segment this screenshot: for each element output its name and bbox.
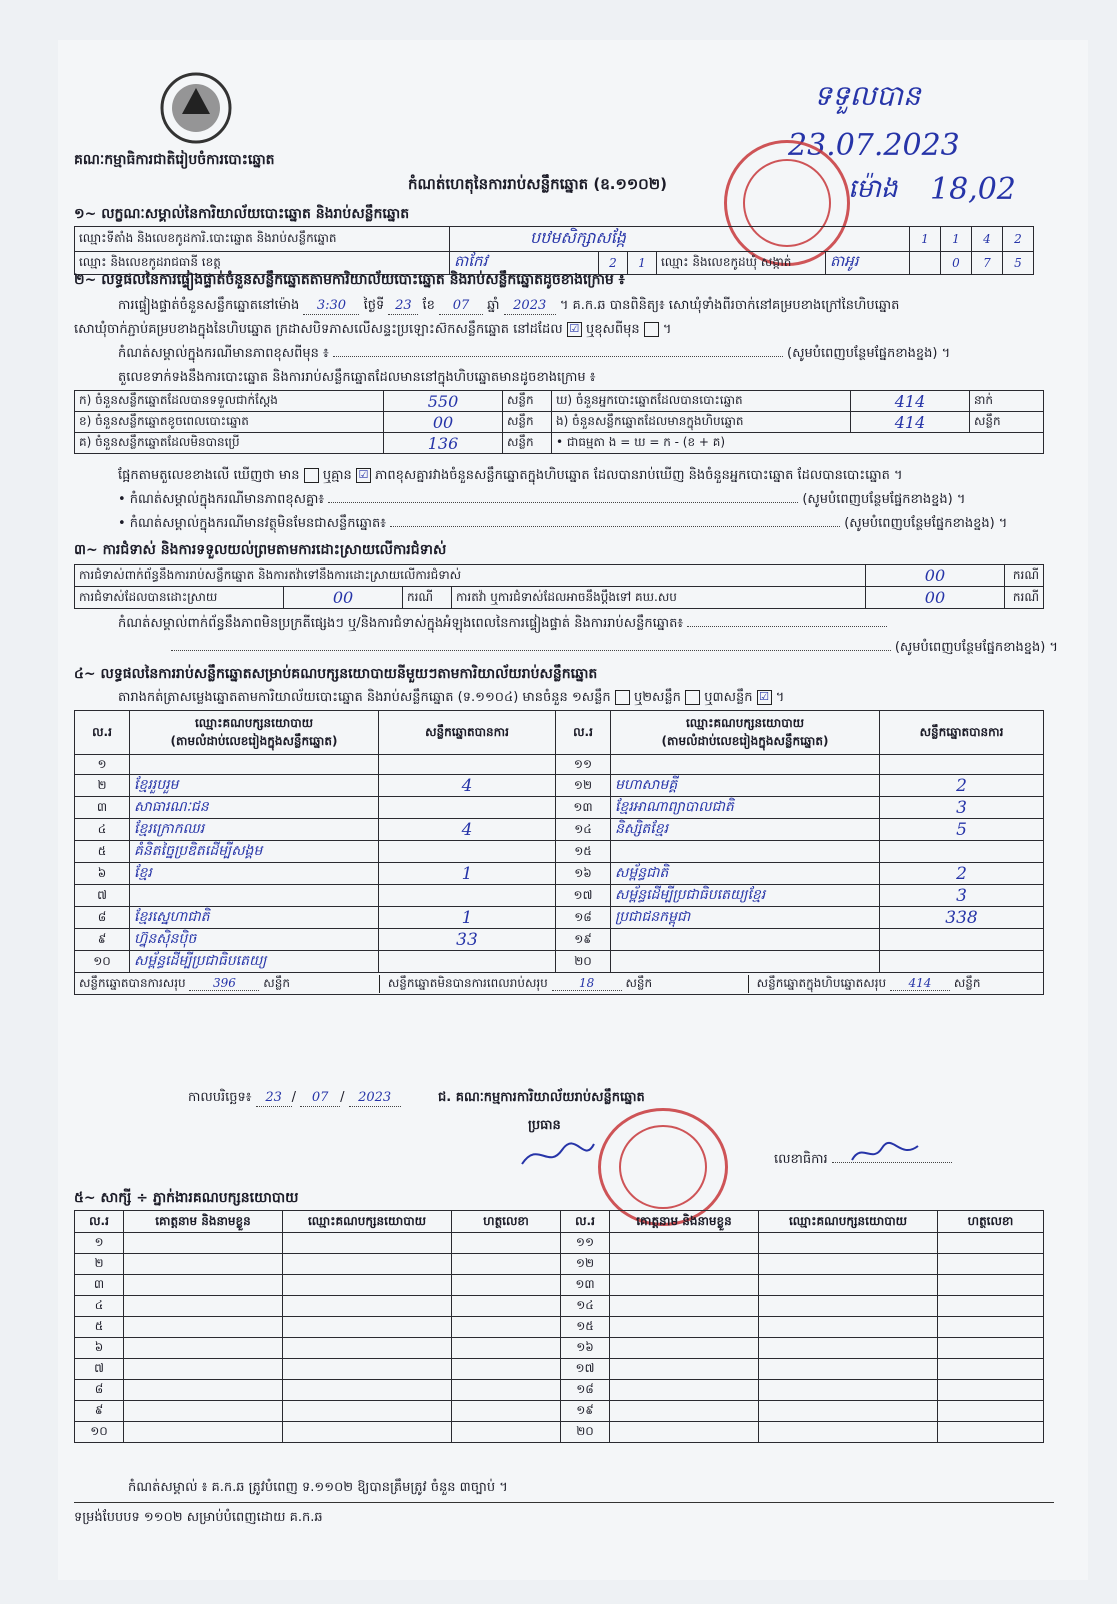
witness-name-cell[interactable] (124, 1317, 283, 1338)
witness-number: ១៣ (561, 1275, 610, 1296)
witness-signature-cell[interactable] (938, 1275, 1044, 1296)
note-different: កំណត់សម្គាល់ក្នុងករណីមានភាពខុសពីមុន ៖ (សូមបំពេញបន្ថែមផ្នែកខាងខ្នង) ។ (118, 346, 951, 361)
commune-label: ឈ្មោះ និងលេខកូដឃុំ សង្កាត់ (657, 252, 826, 275)
witness-name-cell[interactable] (610, 1338, 759, 1359)
party-number: ១២ (556, 775, 611, 797)
witness-number: ១៧ (561, 1359, 610, 1380)
witness-number: ៦ (75, 1338, 124, 1359)
party-votes (379, 885, 556, 907)
witness-party-cell[interactable] (759, 1296, 938, 1317)
table-row (75, 1380, 1044, 1401)
witness-name-cell[interactable] (610, 1233, 759, 1254)
witness-name-cell[interactable] (124, 1401, 283, 1422)
witness-party-cell[interactable] (759, 1359, 938, 1380)
irregularity-tail: (សូមបំពេញបន្ថែមផ្នែកខាងខ្នង) ។ (74, 640, 1058, 656)
witness-number: ១៦ (561, 1338, 610, 1359)
receipt-time: 18,02 (930, 172, 1016, 207)
section1-title: ១~ លក្ខណៈសម្គាល់នៃការិយាល័យបោះឆ្នោត និងរាប់សន្លឹកឆ្នោត (74, 206, 410, 222)
table-row (75, 951, 1044, 973)
party-votes: 5 (880, 819, 1044, 841)
appeal-count: 00 (865, 587, 1004, 609)
party-votes: 1 (379, 863, 556, 885)
verify-time: 3:30 (303, 298, 359, 315)
table-row (75, 885, 1044, 907)
party-number: ៦ (75, 863, 130, 885)
witness-signature-cell[interactable] (938, 1254, 1044, 1275)
date-day: 23 (256, 1090, 292, 1107)
party-votes (880, 841, 1044, 863)
complaints-label: ការជំទាស់ពាក់ព័ន្ធនឹងការរាប់សន្លឹកឆ្នោត និងការតវ៉ាទៅនឹងការដោះស្រាយលើការជំទាស់ (75, 565, 866, 587)
table-row (75, 755, 1044, 775)
witness-party-cell[interactable] (759, 1380, 938, 1401)
witness-signature-cell[interactable] (452, 1275, 561, 1296)
party-votes (880, 755, 1044, 775)
complaints-table: ការជំទាស់ពាក់ព័ន្ធនឹងការរាប់សន្លឹកឆ្នោត និងការតវ៉ាទៅនឹងការដោះស្រាយលើការជំទាស់ 00 ករណី ការជំទាស់ដែលបានដោះស្រាយ 00 ករណី ការតវ៉ា ឬការជំទាស់ដែលអាចនឹងប្តឹងទៅ គឃ.សប 00 ករណី (74, 564, 1044, 609)
verify-month: 07 (439, 298, 483, 315)
party-name: ខ្មែររួបរួម (130, 775, 379, 797)
witness-number: ១៤ (561, 1296, 610, 1317)
table-row (75, 1422, 1044, 1443)
results-table: ល.រ ឈ្មោះគណបក្សនយោបាយ (តាមលំដាប់លេខរៀងក្នុងសន្លឹកឆ្នោត) សន្លឹកឆ្នោតបានការ ល.រ ឈ្មោះគណបក្សនយោបាយ (តាមលំដាប់លេខរៀងក្នុងសន្លឹកឆ្នោត) សន្លឹកឆ្នោតបានការ ១ ១១ ២ ខ្មែររួបរួម 4 ១២ មហាសាមគ្គី 2 ៣ សាធារណៈជន ១៣ ខ្មែរអាណាព្យាបាលជាតិ 3 ៤ ខ្មែរក្រោកឈរ 4 ១៤ និស្សិតខ្មែរ 5 ៥ គំនិតច្នៃប្រឌិតដើម្បីសង្គម ១៥ ៦ ខ្មែរ 1 ១៦ សម្ព័ន្ធជាតិ 2 ៧ ១៧ សម្ព័ន្ធដើម្បីប្រជាធិបតេយ្យខ្មែរ 3 ៨ ខ្មែរស្នេហាជាតិ 1 ១៨ ប្រជាជនកម្ពុជា 338 ៩ ហ្វ៊ុនស៊ិនប៉ិច 33 ១៩ ១០ សម្ព័ន្ធដើម្បីប្រជាធិបតេយ្យ ២០ សន្លឹកឆ្នោតបានការសរុប 396 សន្លឹក សន្លឹកឆ្នោតមិនបានការពេលរាប់សរុប 18 សន្លឹក សន្លឹកឆ្នោតក្នុងហិបឆ្នោតសរុប 414 សន្លឹក (74, 710, 1044, 995)
party-votes (379, 755, 556, 775)
witness-signature-cell[interactable] (938, 1317, 1044, 1338)
witness-name-cell[interactable] (610, 1254, 759, 1275)
party-votes: 2 (880, 775, 1044, 797)
table-row (75, 1317, 1044, 1338)
figures-intro: តួលេខទាក់ទងនឹងការបោះឆ្នោត និងការរាប់សន្លឹកឆ្នោតដែលមាននៅក្នុងហិបឆ្នោតមានដូចខាងក្រោម ៖ (118, 370, 596, 385)
witness-signature-cell[interactable] (452, 1359, 561, 1380)
resolved-label: ការជំទាស់ដែលបានដោះស្រាយ (75, 587, 284, 609)
note-foreign-object: • កំណត់សម្គាល់ក្នុងករណីមានវត្ថុមិនមែនជាសន្លឹកឆ្នោត៖ (សូមបំពេញបន្ថែមផ្នែកខាងខ្នង) ។ (118, 516, 1008, 531)
witness-party-cell[interactable] (283, 1338, 452, 1359)
party-votes: 4 (379, 775, 556, 797)
table-row (75, 775, 1044, 797)
witness-signature-cell[interactable] (452, 1296, 561, 1317)
form-sheet (58, 40, 1088, 1580)
party-number: ៩ (75, 929, 130, 951)
table-row (75, 1296, 1044, 1317)
party-name (611, 841, 880, 863)
has-difference-checkbox[interactable] (304, 468, 319, 483)
witness-name-cell[interactable] (124, 1380, 283, 1401)
party-votes: 3 (880, 885, 1044, 907)
party-name: សម្ព័ន្ធដើម្បីប្រជាធិបតេយ្យ (130, 951, 379, 973)
party-votes: 33 (379, 929, 556, 951)
verify-line: ការផ្ទៀងផ្ទាត់ចំនួនសន្លឹកឆ្នោតនៅម៉ោង 3:30 ថ្ងៃទី 23 ខែ 07 ឆ្នាំ 2023 ។ គ.ក.ឆ បានពិនិត្យ៖ សោឃុំទាំងពីរចាក់នៅគម្របខាងក្រៅនៃហិបឆ្នោត (118, 298, 900, 313)
witness-party-cell[interactable] (283, 1317, 452, 1338)
party-votes (379, 797, 556, 819)
verify-year: 2023 (504, 298, 556, 315)
tally-sheet-line: តារាងកត់ត្រាសម្លេងឆ្នោតតាមការិយាល័យបោះឆ្នោត និងរាប់សន្លឹកឆ្នោត (ទ.១១០៤) មានចំនួន ១សន្លឹក ឬ២សន្លឹក ឬ៣សន្លឹក ☑ ។ (118, 690, 785, 705)
date-month: 07 (300, 1090, 340, 1107)
province-code-digit: 2 (599, 252, 628, 275)
party-name: ហ្វ៊ុនស៊ិនប៉ិច (130, 929, 379, 951)
spoiled-ballots: 00 (384, 412, 503, 433)
party-votes (880, 929, 1044, 951)
party-number: ១៨ (556, 907, 611, 929)
section1-table (74, 226, 1034, 275)
party-number: ២០ (556, 951, 611, 973)
party-name: គំនិតច្នៃប្រឌិតដើម្បីសង្គម (130, 841, 379, 863)
witness-party-cell[interactable] (759, 1233, 938, 1254)
party-votes (379, 951, 556, 973)
party-number: ៥ (75, 841, 130, 863)
party-name: និស្សិតខ្មែរ (611, 819, 880, 841)
signing-org: ជ. គណៈកម្មការការិយាល័យរាប់សន្លឹកឆ្នោត (438, 1090, 645, 1105)
party-number: ៤ (75, 819, 130, 841)
party-name: សម្ព័ន្ធដើម្បីប្រជាធិបតេយ្យខ្មែរ (611, 885, 880, 907)
witness-signature-cell[interactable] (452, 1254, 561, 1275)
witness-party-cell[interactable] (759, 1338, 938, 1359)
no-difference-checkbox[interactable]: ☑ (356, 468, 371, 483)
party-number: ១ (75, 755, 130, 775)
witness-name-cell[interactable] (610, 1401, 759, 1422)
witness-signature-cell[interactable] (452, 1380, 561, 1401)
box-total: 414 (890, 976, 950, 991)
date-line: កាលបរិច្ឆេទ៖ 23 / 07 / 2023 (188, 1090, 401, 1107)
date-year: 2023 (349, 1090, 401, 1107)
witness-name-cell[interactable] (124, 1359, 283, 1380)
witness-party-cell[interactable] (759, 1275, 938, 1296)
party-number: ១១ (556, 755, 611, 775)
witness-name-cell[interactable] (124, 1422, 283, 1443)
witness-party-cell[interactable] (759, 1254, 938, 1275)
section2-title: ២~ លទ្ធផលនៃការផ្ទៀងផ្ទាត់ចំនួនសន្លឹកឆ្នោតតាមការិយាល័យបោះឆ្នោត និងរាប់សន្លឹកឆ្នោតដូចខាងក្រោម ៖ (74, 272, 625, 288)
station-code-digit: 1 (910, 227, 941, 252)
complaints-count: 00 (865, 565, 1004, 587)
polling-station-label: ឈ្មោះទីតាំង និងលេខកូដការិ.បោះឆ្នោត និងរាប់សន្លឹកឆ្នោត (75, 227, 450, 252)
receipt-date: 23.07.2023 (788, 128, 960, 163)
witness-party-cell[interactable] (283, 1380, 452, 1401)
receipt-time-prefix: ម៉ោង (848, 174, 898, 204)
commune-code-digit: 7 (972, 252, 1003, 275)
witness-name-cell[interactable] (610, 1422, 759, 1443)
table-row (75, 841, 1044, 863)
party-name (130, 755, 379, 775)
table-row (75, 819, 1044, 841)
org-name: គណៈកម្មាធិការជាតិរៀបចំការបោះឆ្នោត (74, 152, 275, 168)
witness-signature-cell[interactable] (938, 1359, 1044, 1380)
witness-number: ១១ (561, 1233, 610, 1254)
table-row (75, 907, 1044, 929)
party-name (611, 951, 880, 973)
commune-code-digit: 5 (1003, 252, 1034, 275)
table-row (75, 1275, 1044, 1296)
witness-party-cell[interactable] (283, 1275, 452, 1296)
chair-label: ប្រធាន (528, 1118, 561, 1133)
party-name: សាធារណៈជន (130, 797, 379, 819)
party-name: ខ្មែរ (130, 863, 379, 885)
invalid-total: 18 (552, 976, 622, 991)
party-name: សម្ព័ន្ធជាតិ (611, 863, 880, 885)
witness-name-cell[interactable] (124, 1296, 283, 1317)
witness-party-cell[interactable] (283, 1359, 452, 1380)
form-title: កំណត់ហេតុនៃការរាប់សន្លឹកឆ្នោត (ឧ.១១០២) (408, 175, 668, 193)
secretary-line: លេខាធិការ (774, 1152, 952, 1168)
witness-signature-cell[interactable] (452, 1401, 561, 1422)
witness-signature-cell[interactable] (938, 1233, 1044, 1254)
party-name: ខ្មែរស្នេហាជាតិ (130, 907, 379, 929)
party-number: ១៦ (556, 863, 611, 885)
witness-signature-cell[interactable] (452, 1422, 561, 1443)
table-row (75, 929, 1044, 951)
party-votes (379, 841, 556, 863)
party-name (130, 885, 379, 907)
section3-title: ៣~ ការជំទាស់ និងការទទួលយល់ព្រមតាមការដោះស្រាយលើការជំទាស់ (74, 542, 447, 558)
witness-number: ១៨ (561, 1380, 610, 1401)
commune-name: តាអូរ (826, 252, 910, 275)
party-number: ១៣ (556, 797, 611, 819)
station-code-digit: 4 (972, 227, 1003, 252)
section4-title: ៤~ លទ្ធផលនៃការរាប់សន្លឹកឆ្នោតសម្រាប់គណបក្សនយោបាយនីមួយៗតាមការិយាល័យរាប់សន្លឹកឆ្នោត (74, 666, 598, 682)
official-stamp (598, 1108, 728, 1226)
witness-party-cell[interactable] (283, 1296, 452, 1317)
witness-number: ៨ (75, 1380, 124, 1401)
station-code-digit: 1 (941, 227, 972, 252)
witness-number: ១ (75, 1233, 124, 1254)
valid-total: 396 (189, 976, 259, 991)
form-footer: ទម្រង់បែបបទ ១១០២ សម្រាប់បំពេញដោយ គ.ក.ឆ (74, 1510, 323, 1525)
witness-number: ១២ (561, 1254, 610, 1275)
party-name (611, 929, 880, 951)
party-name: មហាសាមគ្គី (611, 775, 880, 797)
unused-ballots: 136 (384, 433, 503, 454)
table-row (75, 863, 1044, 885)
party-number: ១៩ (556, 929, 611, 951)
witness-number: ៧ (75, 1359, 124, 1380)
emblem-icon (158, 70, 234, 146)
witness-signature-cell[interactable] (452, 1317, 561, 1338)
witness-name-cell[interactable] (610, 1317, 759, 1338)
witness-signature-cell[interactable] (452, 1338, 561, 1359)
secretary-signature-icon (848, 1134, 928, 1174)
footer-divider (74, 1502, 1054, 1503)
province-name: តាកែវ (450, 252, 599, 275)
witness-name-cell[interactable] (124, 1254, 283, 1275)
witness-number: ២ (75, 1254, 124, 1275)
witness-signature-cell[interactable] (938, 1422, 1044, 1443)
witness-signature-cell[interactable] (938, 1338, 1044, 1359)
witness-name-cell[interactable] (610, 1275, 759, 1296)
witness-name-cell[interactable] (124, 1275, 283, 1296)
witness-signature-cell[interactable] (938, 1380, 1044, 1401)
party-name: ខ្មែរអាណាព្យាបាលជាតិ (611, 797, 880, 819)
witness-party-cell[interactable] (283, 1401, 452, 1422)
witness-number: ១៥ (561, 1317, 610, 1338)
three-sheets-checkbox[interactable]: ☑ (757, 690, 772, 705)
witness-party-cell[interactable] (759, 1317, 938, 1338)
party-name: ប្រជាជនកម្ពុជា (611, 907, 880, 929)
witness-party-cell[interactable] (283, 1422, 452, 1443)
party-number: ៣ (75, 797, 130, 819)
witness-number: ១៩ (561, 1401, 610, 1422)
witness-party-cell[interactable] (283, 1233, 452, 1254)
irregularity-note: កំណត់សម្គាល់ពាក់ព័ន្ធនឹងភាពមិនប្រក្រតីផ្សេងៗ ឬ/និងការជំទាស់ក្នុងអំឡុងពេលនៃការផ្ទៀងផ្ទាត់ និងការរាប់សន្លឹកឆ្នោត៖ (118, 616, 887, 632)
witness-party-cell[interactable] (759, 1422, 938, 1443)
unchanged-checkbox[interactable]: ☑ (567, 322, 582, 337)
province-label: ឈ្មោះ និងលេខកូដរាជធានី ខេត្ត (75, 252, 450, 275)
table-row (75, 1401, 1044, 1422)
witness-number: ២០ (561, 1422, 610, 1443)
verify-day: 23 (388, 298, 418, 315)
voters-count: 414 (851, 391, 970, 412)
party-votes: 1 (379, 907, 556, 929)
table-row (75, 1254, 1044, 1275)
witness-number: ៤ (75, 1296, 124, 1317)
commune-code-digit: 0 (941, 252, 972, 275)
footnote: កំណត់សម្គាល់ ៖ គ.ក.ឆ ត្រូវបំពេញ ទ.១១០២ ឱ្យបានត្រឹមត្រូវ ចំនួន ៣ច្បាប់ ។ (128, 1480, 508, 1495)
party-number: ១០ (75, 951, 130, 973)
party-votes: 3 (880, 797, 1044, 819)
province-code-digit: 1 (628, 252, 657, 275)
table-row (75, 1338, 1044, 1359)
witness-signature-cell[interactable] (938, 1296, 1044, 1317)
party-votes: 2 (880, 863, 1044, 885)
two-sheets-checkbox[interactable] (685, 690, 700, 705)
witness-name-cell[interactable] (610, 1380, 759, 1401)
witness-name-cell[interactable] (610, 1296, 759, 1317)
witness-number: ៣ (75, 1275, 124, 1296)
party-votes (880, 951, 1044, 973)
witness-party-cell[interactable] (283, 1254, 452, 1275)
seal-line: សោឃុំចាក់ភ្ជាប់គម្របខាងក្នុងនៃហិបឆ្នោត ក្រដាសបិទភាសលើសន្ទះប្រឡោះស៊កសន្លឹកឆ្នោត នៅដដែល ☑ ឬខុសពីមុន ។ (74, 322, 672, 337)
note-difference: • កំណត់សម្គាល់ក្នុងករណីមានភាពខុសគ្នា៖ (សូមបំពេញបន្ថែមផ្នែកខាងខ្នង) ។ (118, 492, 966, 507)
party-name: ខ្មែរក្រោកឈរ (130, 819, 379, 841)
appeal-label: ការតវ៉ា ឬការជំទាស់ដែលអាចនឹងប្តឹងទៅ គឃ.សប (452, 587, 866, 609)
one-sheet-checkbox[interactable] (615, 690, 630, 705)
totals-row: សន្លឹកឆ្នោតបានការសរុប 396 សន្លឹក សន្លឹកឆ្នោតមិនបានការពេលរាប់សរុប 18 សន្លឹក សន្លឹកឆ្នោតក្នុងហិបឆ្នោតសរុប 414 សន្លឹក (75, 973, 1044, 995)
witness-number: ៥ (75, 1317, 124, 1338)
station-code-digit: 2 (1003, 227, 1034, 252)
receipt-note: ទទួលបាន (814, 79, 921, 112)
section5-title: ៥~ សាក្សី ÷ ភ្នាក់ងារគណបក្សនយោបាយ (74, 1190, 299, 1206)
party-number: ១៥ (556, 841, 611, 863)
party-number: ៨ (75, 907, 130, 929)
chair-signature-icon (518, 1134, 598, 1178)
polling-station-name: បឋមសិក្សាសង្កែ (450, 227, 910, 252)
witness-signature-cell[interactable] (938, 1401, 1044, 1422)
figures-table: ក) ចំនួនសន្លឹកឆ្នោតដែលបានទទួលជាក់ស្តែង 550 សន្លឹក ឃ) ចំនួនអ្នកបោះឆ្នោតដែលបានបោះឆ្នោត 414 នាក់ ខ) ចំនួនសន្លឹកឆ្នោតខូចពេលបោះឆ្នោត 00 សន្លឹក ង) ចំនួនសន្លឹកឆ្នោតដែលមានក្នុងហិបឆ្នោត 414 សន្លឹក គ) ចំនួនសន្លឹកឆ្នោតដែលមិនបានប្រើ 136 សន្លឹក • ជាធម្មតា ង = ឃ = ក - (ខ + គ) (74, 390, 1044, 454)
ballots-in-box: 414 (851, 412, 970, 433)
witness-party-cell[interactable] (759, 1401, 938, 1422)
table-row (75, 797, 1044, 819)
witness-name-cell[interactable] (610, 1359, 759, 1380)
party-number: ៧ (75, 885, 130, 907)
table-row (75, 1233, 1044, 1254)
witness-number: ១០ (75, 1422, 124, 1443)
witness-signature-cell[interactable] (452, 1233, 561, 1254)
party-votes: 338 (880, 907, 1044, 929)
party-number: ១៧ (556, 885, 611, 907)
resolved-count: 00 (284, 587, 403, 609)
received-ballots: 550 (384, 391, 503, 412)
party-number: ១៤ (556, 819, 611, 841)
party-votes: 4 (379, 819, 556, 841)
witness-table: ល.រ គោត្តនាម និងនាមខ្លួន ឈ្មោះគណបក្សនយោបាយ ហត្ថលេខា ល.រ គោត្តនាម និងនាមខ្លួន ឈ្មោះគណបក្សនយោបាយ ហត្ថលេខា ១ ១១ ២ ១២ ៣ ១៣ ៤ ១៤ ៥ ១៥ ៦ ១៦ ៧ ១៧ ៨ ១៨ ៩ ១៩ ១០ ២០ (74, 1210, 1044, 1443)
table-row (75, 1359, 1044, 1380)
witness-name-cell[interactable] (124, 1338, 283, 1359)
witness-name-cell[interactable] (124, 1233, 283, 1254)
party-name (611, 755, 880, 775)
witness-number: ៩ (75, 1401, 124, 1422)
party-number: ២ (75, 775, 130, 797)
changed-checkbox[interactable] (644, 322, 659, 337)
difference-line: ផ្អែកតាមតួលេខខាងលើ ឃើញថា មាន ឬគ្មាន ☑ ភាពខុសគ្នារវាងចំនួនសន្លឹកឆ្នោតក្នុងហិបឆ្នោត ដែលបានរាប់ឃើញ និងចំនួនអ្នកបោះឆ្នោត ដែលបានបោះឆ្នោត ។ (118, 468, 903, 483)
